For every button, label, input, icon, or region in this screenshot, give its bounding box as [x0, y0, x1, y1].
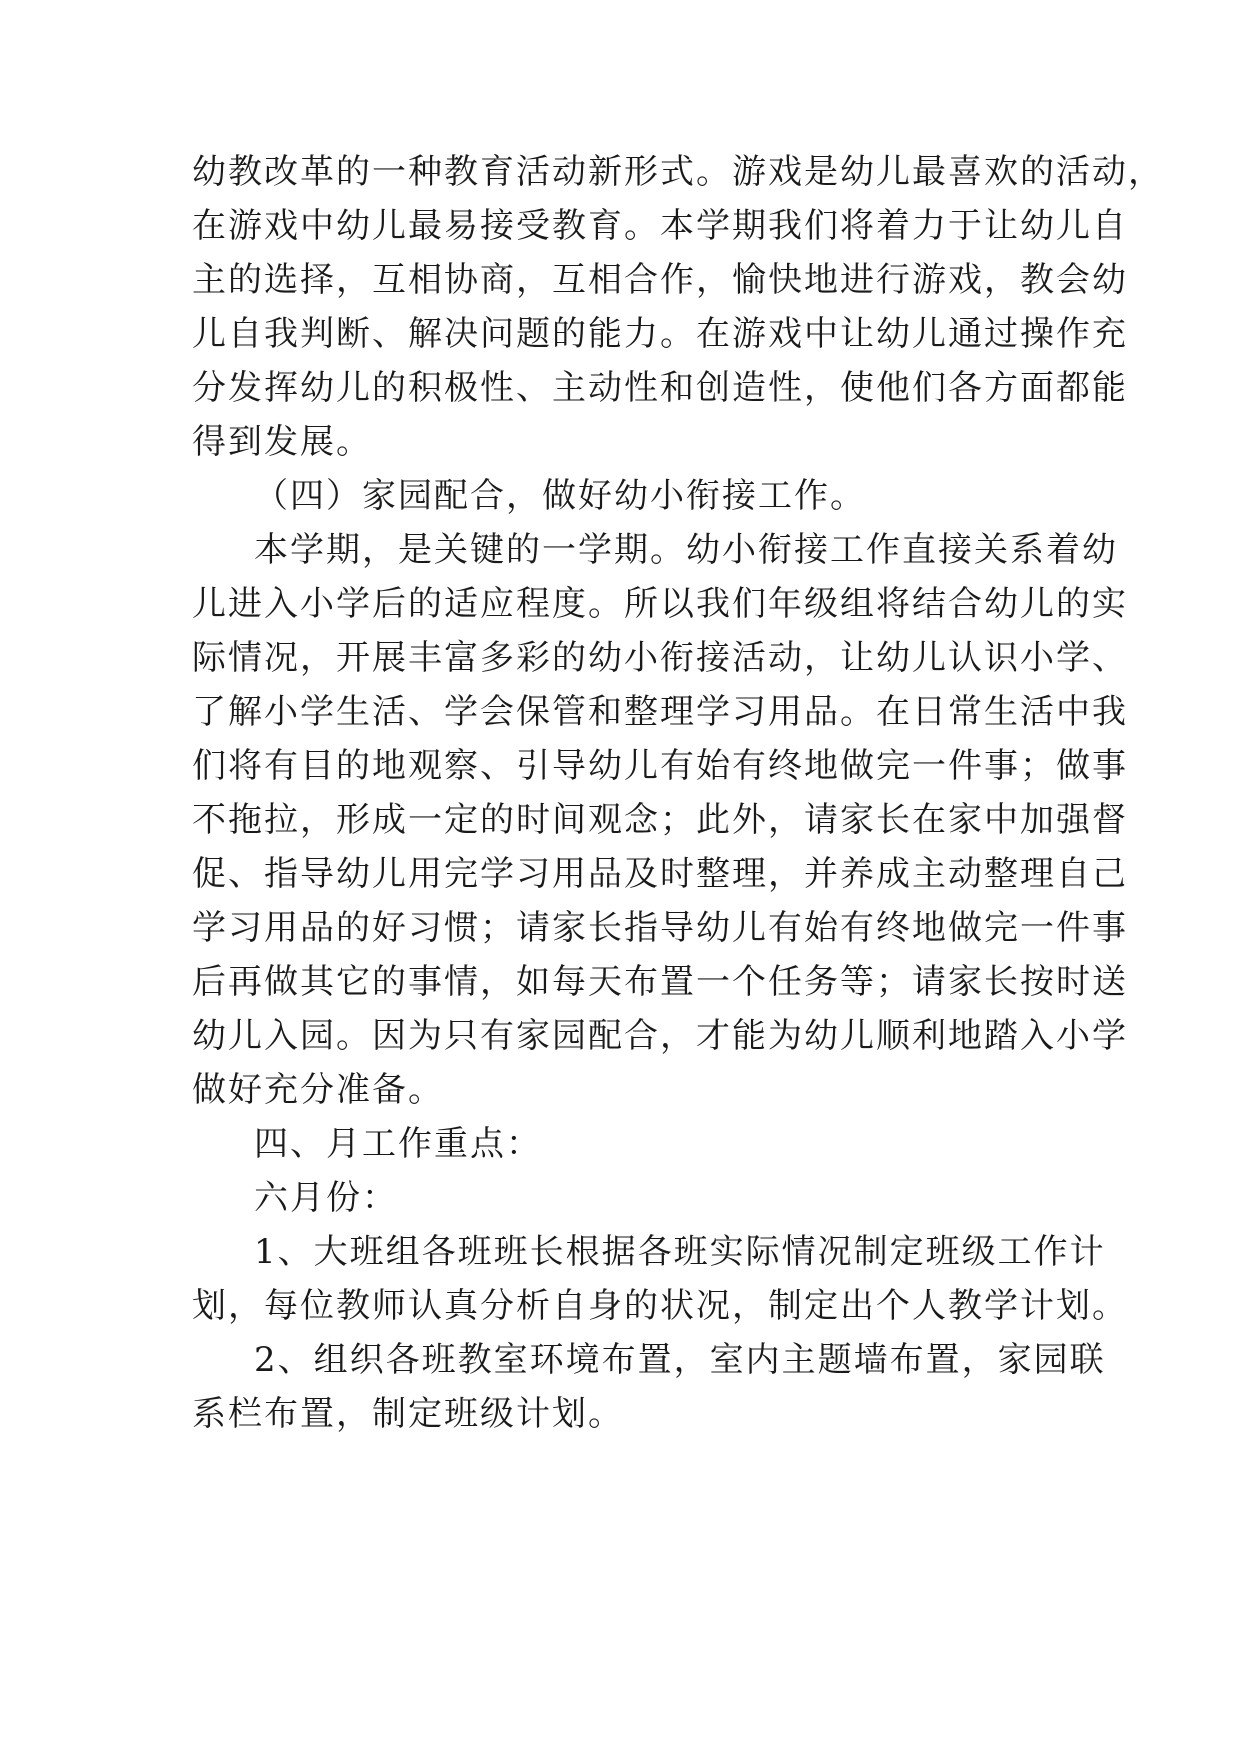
text-line: 促、指导幼儿用完学习用品及时整理，并养成主动整理自己	[192, 854, 1128, 894]
text-line: 幼儿入园。因为只有家园配合，才能为幼儿顺利地踏入小学	[192, 1016, 1128, 1056]
text-line: 主的选择，互相协商，互相合作，愉快地进行游戏，教会幼	[192, 260, 1128, 300]
text-line: 系栏布置，制定班级计划。	[192, 1394, 624, 1434]
text-line: 学习用品的好习惯；请家长指导幼儿有始有终地做完一件事	[192, 908, 1128, 948]
text-line: 得到发展。	[192, 422, 372, 462]
section-heading: 四、月工作重点：	[254, 1124, 542, 1164]
text-line: 际情况，开展丰富多彩的幼小衔接活动，让幼儿认识小学、	[192, 638, 1128, 678]
text-line: 儿进入小学后的适应程度。所以我们年级组将结合幼儿的实	[192, 584, 1128, 624]
text-line: 在游戏中幼儿最易接受教育。本学期我们将着力于让幼儿自	[192, 206, 1128, 246]
list-item: 1、大班组各班班长根据各班实际情况制定班级工作计	[254, 1232, 1106, 1272]
text-line: 不拖拉，形成一定的时间观念；此外，请家长在家中加强督	[192, 800, 1128, 840]
text-line: 后再做其它的事情，如每天布置一个任务等；请家长按时送	[192, 962, 1128, 1002]
list-item: 2、组织各班教室环境布置，室内主题墙布置，家园联	[254, 1340, 1106, 1380]
text-line: 们将有目的地观察、引导幼儿有始有终地做完一件事；做事	[192, 746, 1128, 786]
subsection-heading: 六月份：	[254, 1178, 398, 1218]
text-line: 本学期，是关键的一学期。幼小衔接工作直接关系着幼	[254, 530, 1118, 570]
text-line: 儿自我判断、解决问题的能力。在游戏中让幼儿通过操作充	[192, 314, 1128, 354]
text-line: 了解小学生活、学会保管和整理学习用品。在日常生活中我	[192, 692, 1128, 732]
text-line: 幼教改革的一种教育活动新形式。游戏是幼儿最喜欢的活动，	[192, 152, 1164, 192]
section-heading: （四）家园配合，做好幼小衔接工作。	[254, 476, 866, 516]
text-line: 划，每位教师认真分析自身的状况，制定出个人教学计划。	[192, 1286, 1128, 1326]
text-line: 分发挥幼儿的积极性、主动性和创造性，使他们各方面都能	[192, 368, 1128, 408]
text-line: 做好充分准备。	[192, 1070, 444, 1110]
